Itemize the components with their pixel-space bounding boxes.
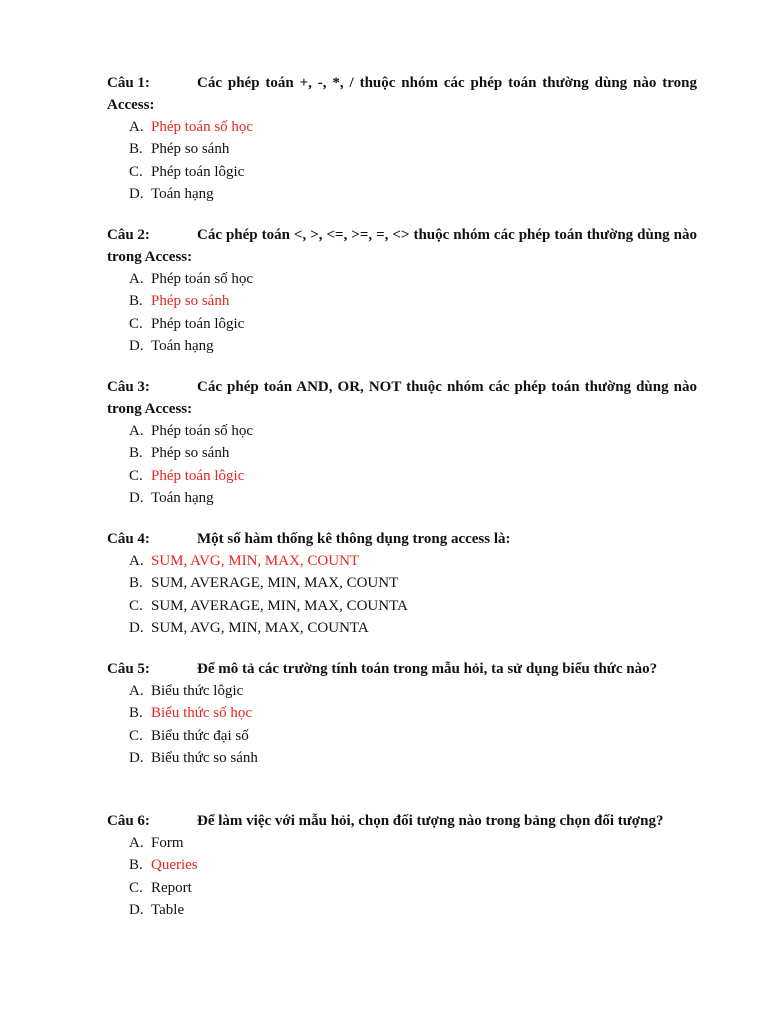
option-b: [107, 854, 697, 876]
option-text: Form: [151, 835, 184, 851]
option-text: SUM, AVERAGE, MIN, MAX, COUNTA: [151, 597, 408, 614]
option-letter: C.: [129, 727, 143, 744]
option-text: Phép so sánh: [151, 445, 230, 462]
option-letter: A.: [129, 683, 144, 699]
option-a: [107, 116, 697, 138]
option-a: [107, 268, 697, 290]
question-heading: [107, 658, 697, 680]
option-b: [107, 290, 697, 312]
option-letter: A.: [129, 835, 144, 851]
option-text: Toán hạng: [151, 337, 214, 354]
answer-options: [107, 832, 697, 921]
option-letter: B.: [129, 575, 143, 592]
question-number: Câu 4:: [107, 531, 150, 547]
option-letter: A.: [129, 119, 144, 135]
option-letter: D.: [129, 749, 144, 766]
option-letter: D.: [129, 337, 144, 354]
question-heading: [107, 224, 697, 268]
option-text: Phép toán lôgic: [151, 163, 245, 180]
option-c: [107, 877, 697, 899]
option-letter: C.: [129, 879, 143, 896]
option-text: Biểu thức số học: [151, 705, 253, 722]
option-a: [107, 420, 697, 442]
question-number: Câu 2:: [107, 227, 150, 243]
question-heading: [107, 810, 697, 832]
option-text: SUM, AVG, MIN, MAX, COUNT: [151, 553, 360, 569]
option-letter: A.: [129, 271, 144, 287]
option-letter: B.: [129, 293, 143, 310]
question-text: Một số hàm thống kê thông dụng trong access là:: [197, 531, 511, 547]
question-1: [107, 72, 697, 205]
option-letter: C.: [129, 467, 143, 484]
option-letter: B.: [129, 141, 143, 158]
option-letter: D.: [129, 901, 144, 918]
option-letter: D.: [129, 489, 144, 506]
option-text: SUM, AVERAGE, MIN, MAX, COUNT: [151, 575, 399, 592]
option-d: [107, 183, 697, 205]
option-d: [107, 335, 697, 357]
question-text: Để làm việc với mẫu hỏi, chọn đối tượng nào trong bảng chọn đối tượng?: [197, 813, 664, 829]
question-5: [107, 658, 697, 769]
option-text: Toán hạng: [151, 489, 214, 506]
option-text: Phép toán lôgic: [151, 315, 245, 332]
option-letter: A.: [129, 553, 144, 569]
option-text: Phép so sánh: [151, 293, 230, 310]
option-b: [107, 572, 697, 594]
option-letter: D.: [129, 619, 144, 636]
option-letter: A.: [129, 423, 144, 439]
question-heading: [107, 72, 697, 116]
answer-options: [107, 268, 697, 357]
option-text: Biểu thức đại số: [151, 727, 249, 744]
option-c: [107, 161, 697, 183]
option-b: [107, 138, 697, 160]
option-text: Phép toán số học: [151, 423, 254, 439]
option-letter: B.: [129, 705, 143, 722]
option-a: [107, 832, 697, 854]
question-number: Câu 5:: [107, 661, 150, 677]
question-heading: [107, 376, 697, 420]
option-letter: B.: [129, 857, 143, 874]
option-text: Phép toán số học: [151, 271, 254, 287]
option-c: [107, 465, 697, 487]
option-a: [107, 550, 697, 572]
question-6: [107, 810, 697, 921]
answer-options: [107, 550, 697, 639]
option-text: Phép so sánh: [151, 141, 230, 158]
option-d: [107, 617, 697, 639]
option-c: [107, 595, 697, 617]
option-d: [107, 487, 697, 509]
option-d: [107, 899, 697, 921]
option-letter: C.: [129, 597, 143, 614]
option-b: [107, 702, 697, 724]
option-letter: C.: [129, 163, 143, 180]
option-text: Phép toán lôgic: [151, 467, 245, 484]
question-text: Các phép toán <, >, <=, >=, =, <> thuộc nhóm các phép toán thường dùng nào trong Access:: [107, 227, 697, 265]
option-text: SUM, AVG, MIN, MAX, COUNTA: [151, 619, 369, 636]
question-3: [107, 376, 697, 509]
option-a: [107, 680, 697, 702]
question-number: Câu 1:: [107, 75, 150, 91]
option-d: [107, 747, 697, 769]
option-text: Toán hạng: [151, 185, 214, 202]
option-text: Queries: [151, 857, 198, 874]
question-text: Để mô tả các trường tính toán trong mẫu hỏi, ta sử dụng biểu thức nào?: [197, 661, 658, 677]
question-heading: [107, 528, 697, 550]
option-c: [107, 313, 697, 335]
question-number: Câu 3:: [107, 379, 150, 395]
option-text: Report: [151, 879, 192, 896]
question-2: [107, 224, 697, 357]
answer-options: [107, 116, 697, 205]
question-number: Câu 6:: [107, 813, 150, 829]
option-letter: B.: [129, 445, 143, 462]
option-text: Biểu thức lôgic: [151, 683, 244, 699]
option-letter: D.: [129, 185, 144, 202]
option-letter: C.: [129, 315, 143, 332]
option-text: Phép toán số học: [151, 119, 254, 135]
answer-options: [107, 680, 697, 769]
question-text: Các phép toán AND, OR, NOT thuộc nhóm các phép toán thường dùng nào trong Access:: [107, 379, 697, 417]
option-c: [107, 725, 697, 747]
question-4: [107, 528, 697, 639]
question-text: Các phép toán +, -, *, / thuộc nhóm các phép toán thường dùng nào trong Access:: [107, 75, 697, 113]
option-text: Table: [151, 901, 185, 918]
option-text: Biểu thức so sánh: [151, 749, 258, 766]
answer-options: [107, 420, 697, 509]
option-b: [107, 442, 697, 464]
